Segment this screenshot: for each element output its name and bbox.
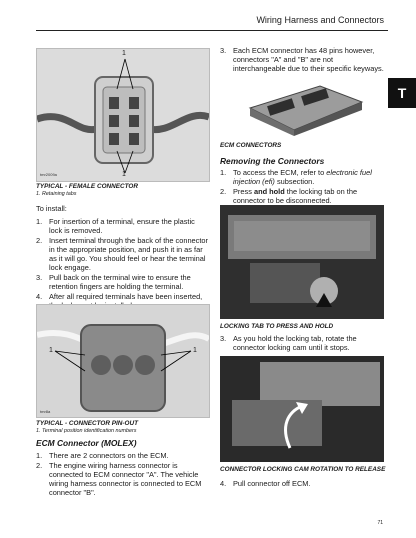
- female-connector-photo: [37, 49, 209, 181]
- section-heading: Removing the Connectors: [220, 156, 325, 166]
- list-item: 1. For insertion of a terminal, ensure the plastic lock is removed.: [36, 217, 195, 235]
- callout-1-right: 1: [193, 347, 197, 354]
- pinout-photo: [37, 305, 209, 417]
- list-item: 2. Press and hold the locking tab on the connector to be disconnected.: [220, 187, 358, 205]
- list-item: 4. After all required terminals have been inserted,: [36, 292, 203, 301]
- figure-connector-pinout: [36, 304, 210, 418]
- list-item: 3. Each ECM connector has 48 pins however, connectors "A" and "B" are not interchangeable due to their specific keyways.: [220, 46, 384, 73]
- figure-locking-cam: [220, 356, 384, 462]
- figure-caption: CONNECTOR LOCKING CAM ROTATION TO RELEASE: [220, 466, 386, 473]
- figure-locking-tab: [220, 205, 384, 319]
- figure-subcaption: 1. Retaining tabs: [36, 191, 77, 197]
- step-4: [220, 479, 386, 489]
- image-code: tmr8a: [40, 409, 51, 414]
- figure-caption: TYPICAL - CONNECTOR PIN-OUT: [36, 420, 139, 427]
- section-heading: ECM Connector (MOLEX): [36, 438, 137, 448]
- section-tab: T: [388, 78, 416, 108]
- callout-1-left: 1: [49, 347, 53, 354]
- ecm-connectors-photo: [220, 78, 384, 138]
- page-header-title: Wiring Harness and Connectors: [256, 15, 384, 25]
- list-item: 3. As you hold the locking tab, rotate the connector locking cam until it stops.: [220, 334, 357, 352]
- install-intro: To install:: [36, 204, 67, 213]
- figure-subcaption: 1. Terminal position identification numbers: [36, 428, 137, 434]
- list-item: 2. The engine wiring harness connector is connected to ECM connector "A". The vehicle wiring harness connector is connected to ECM connector "B".: [36, 461, 202, 497]
- header-rule: [36, 30, 388, 31]
- step-3: [220, 334, 386, 353]
- list-item: 2. Insert terminal through the back of the connector in the appropriate position, and push it in as far as it will go. You should feel or hear the terminal lock engage.: [36, 236, 208, 272]
- callout-1-top: 1: [122, 50, 126, 57]
- callout-1-bottom: 1: [122, 171, 126, 178]
- removing-steps: [220, 168, 386, 206]
- locking-tab-photo: [220, 205, 384, 319]
- figure-caption: TYPICAL - FEMALE CONNECTOR: [36, 183, 139, 190]
- list-item: 1. To access the ECM, refer to electronic fuel injection (efi) subsection.: [220, 168, 372, 186]
- page-number: 71: [377, 520, 383, 526]
- ecm-item-3: [220, 46, 386, 74]
- figure-caption: ECM CONNECTORS: [220, 142, 282, 149]
- figure-ecm-connectors: [220, 78, 384, 138]
- figure-female-connector: [36, 48, 210, 182]
- image-code: tmr2009a: [40, 172, 57, 177]
- figure-caption: LOCKING TAB TO PRESS AND HOLD: [220, 323, 334, 330]
- list-item: 4. Pull connector off ECM.: [220, 479, 311, 488]
- list-item: 1. There are 2 connectors on the ECM.: [36, 451, 169, 460]
- ecm-list: [36, 451, 210, 498]
- list-item: 3. Pull back on the terminal wire to ensure the retention fingers are holding the terminal.: [36, 273, 191, 291]
- locking-cam-photo: [220, 356, 384, 462]
- install-steps: [36, 217, 210, 311]
